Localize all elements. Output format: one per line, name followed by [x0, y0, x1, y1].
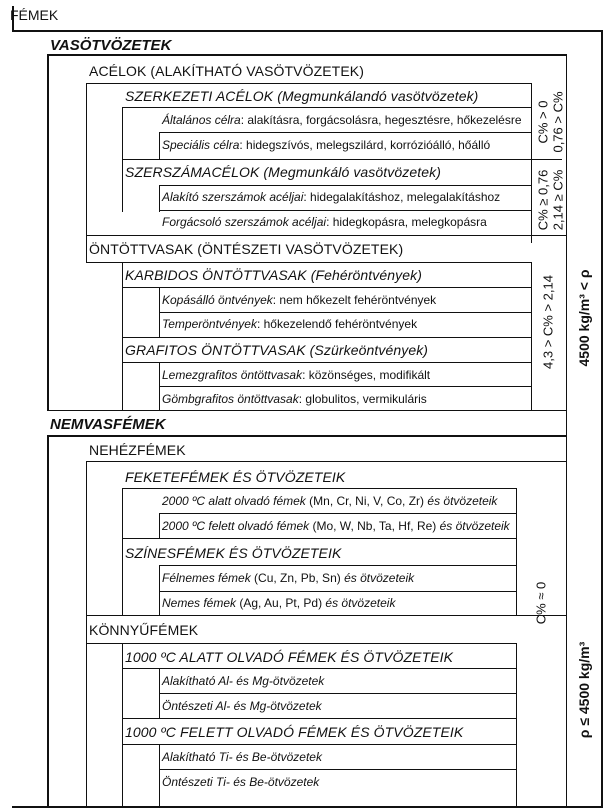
frame-line: [86, 643, 516, 644]
frame-line: [122, 262, 123, 338]
frame-line: [86, 615, 567, 616]
list-item: Általános célra: alakításra, forgácsolásra, hegesztésre, hőkezelésre: [162, 113, 522, 127]
carbon-note-steel-structural-b: 0,76 > C%: [550, 91, 566, 153]
frame-line: [47, 410, 567, 411]
tool-steels-title: SZERSZÁMACÉLOK (Megmunkáló vasötvözetek): [125, 164, 441, 180]
structural-steels-title: SZERKEZETI ACÉLOK (Megmunkálandó vasötvözetek): [125, 88, 479, 104]
frame-line: [159, 513, 160, 538]
frame-line: [122, 538, 517, 539]
frame-line: [47, 54, 49, 410]
graphite-cast-irons-title: GRAFITOS ÖNTÖTTVASAK (Szürkeöntvények): [125, 342, 429, 358]
frame-line: [159, 185, 531, 186]
density-note-ferrous: 4500 kg/m³ < ρ: [576, 269, 592, 367]
frame-line: [159, 312, 531, 313]
cast-irons-title: ÖNTÖTTVASAK (ÖNTÉSZETI VASÖTVÖZETEK): [89, 241, 404, 257]
frame-line: [86, 461, 87, 616]
carbon-note-steel-structural-a: C% > 0: [535, 100, 551, 144]
frame-line: [122, 107, 123, 160]
frame-line: [159, 565, 517, 566]
list-item: Félnemes fémek (Cu, Zn, Pb, Sn) és ötvözeteik: [162, 571, 415, 585]
frame-line: [159, 210, 531, 211]
colored-metals-title: SZÍNESFÉMEK ÉS ÖTVÖZETEIK: [125, 545, 342, 561]
list-item: Öntészeti Al- és Mg-ötvözetek: [162, 699, 322, 713]
frame-line: [566, 410, 567, 806]
frame-line: [159, 132, 531, 133]
frame-line: [516, 643, 517, 806]
list-item: Gömbgrafitos öntöttvasak: globulitos, vermikuláris: [162, 392, 427, 406]
list-item: Öntészeti Ti- és Be-ötvözetek: [162, 775, 320, 789]
list-item: Kopásálló öntvények: nem hőkezelt fehéröntvények: [162, 293, 437, 307]
list-item: Temperöntvények: hőkezelendő fehéröntvények: [162, 317, 418, 331]
frame-line: [86, 83, 87, 243]
frame-line: [47, 435, 49, 806]
list-item: Speciális célra: hidegszívós, melegszilárd, korrózióálló, hőálló: [162, 138, 491, 152]
frame-line: [122, 718, 516, 719]
frame-line: [516, 488, 517, 616]
frame-line: [159, 769, 516, 770]
density-note-light: ρ ≤ 4500 kg/m³: [576, 641, 592, 739]
nonferrous-title: NEMVASFÉMEK: [50, 416, 166, 433]
list-item: Alakítható Al- és Mg-ötvözetek: [162, 674, 325, 688]
list-item: Nemes fémek (Ag, Au, Pt, Pd) és ötvözeteik: [162, 596, 396, 610]
frame-line: [531, 83, 532, 243]
frame-line: [47, 54, 567, 56]
frame-line: [566, 54, 567, 410]
frame-line: [159, 744, 160, 806]
frame-line: [122, 744, 516, 745]
steels-title: ACÉLOK (ALAKÍTHATÓ VASÖTVÖZETEK): [89, 63, 364, 79]
frame-line: [86, 461, 567, 462]
carbon-note-tool-steel-a: C% ≥ 0,76: [535, 169, 551, 231]
list-item: 2000 ºC felett olvadó fémek (Mo, W, Nb, Ta, Hf, Re) és ötvözeteik: [162, 519, 510, 533]
frame-line: [122, 337, 531, 338]
frame-line: [122, 718, 123, 806]
carbon-note-nonferrous: C% ≈ 0: [533, 581, 549, 625]
frame-line: [159, 386, 531, 387]
heavy-metals-title: NEHÉZFÉMEK: [89, 442, 186, 458]
high-melting-title: 1000 ºC FELETT OLVADÓ FÉMEK ÉS ÖTVÖZETEIK: [125, 724, 464, 740]
frame-line: [86, 235, 87, 263]
frame-line: [159, 185, 160, 212]
frame-line: [122, 643, 123, 719]
frame-line: [122, 668, 516, 669]
frame-line: [122, 287, 531, 288]
list-item: Alakítható Ti- és Be-ötvözetek: [162, 750, 322, 764]
frame-line: [86, 262, 531, 263]
frame-line: [122, 362, 531, 363]
ferrous-title: VASÖTVÖZETEK: [50, 37, 172, 54]
frame-line: [12, 806, 603, 808]
frame-line: [122, 488, 123, 538]
frame-line: [159, 132, 160, 160]
list-item: Forgácsoló szerszámok acéljai: hidegkopásra, melegkopásra: [162, 215, 487, 229]
carbon-note-tool-steel-b: 2,14 ≥ C%: [550, 169, 566, 231]
frame-line: [122, 538, 123, 616]
frame-line: [122, 488, 517, 489]
frame-line: [122, 159, 123, 212]
low-melting-title: 1000 ºC ALATT OLVADÓ FÉMEK ÉS ÖTVÖZETEIK: [125, 649, 454, 665]
black-metals-title: FEKETEFÉMEK ÉS ÖTVÖZETEIK: [125, 469, 346, 485]
frame-line: [531, 262, 532, 410]
list-item: Lemezgrafitos öntöttvasak: közönséges, modifikált: [162, 368, 431, 382]
frame-line: [159, 513, 517, 514]
frame-line: [122, 107, 531, 108]
frame-line: [86, 235, 567, 236]
frame-line: [122, 337, 123, 410]
frame-line: [159, 693, 516, 694]
carbide-cast-irons-title: KARBIDOS ÖNTÖTTVASAK (Fehéröntvények): [125, 267, 423, 283]
list-item: Alakító szerszámok acéljai: hidegalakításhoz, melegalakításhoz: [162, 190, 501, 204]
frame-line: [47, 435, 567, 437]
frame-line: [86, 83, 532, 84]
frame-line: [12, 30, 603, 32]
frame-line: [601, 30, 603, 808]
frame-line: [159, 591, 517, 592]
light-metals-title: KÖNNYŰFÉMEK: [89, 622, 199, 638]
carbon-note-cast-iron: 4,3 > C% > 2,14: [540, 275, 556, 369]
list-item: 2000 ºC alatt olvadó fémek (Mn, Cr, Ni, V, Co, Zr) és ötvözeteik: [162, 494, 498, 508]
frame-line: [122, 159, 562, 160]
root-title: FÉMEK: [10, 7, 59, 23]
